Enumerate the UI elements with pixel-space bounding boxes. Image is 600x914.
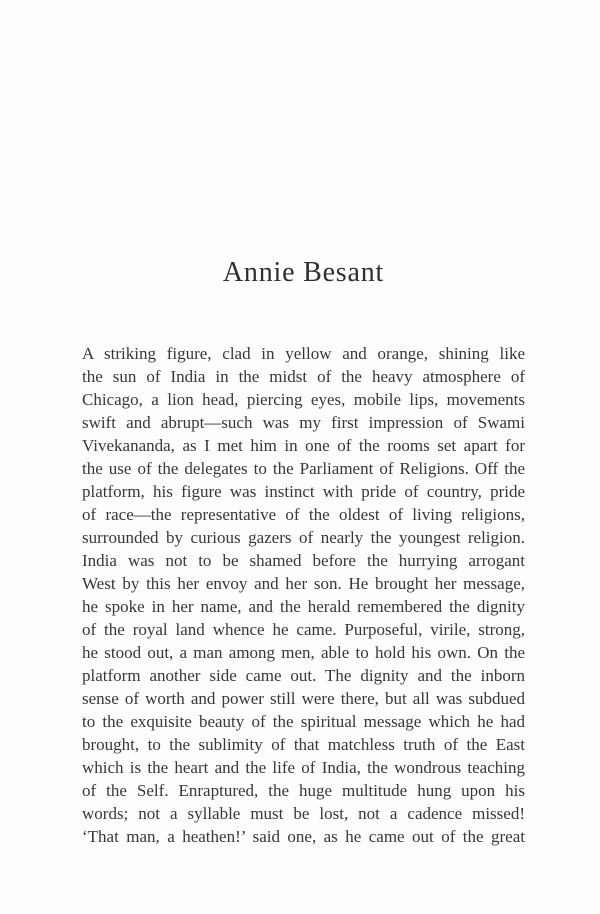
text-line: words; not a syllable must be lost, not a cadence missed!	[82, 804, 525, 823]
text-line: swift and abrupt—such was my first impression of Swami	[82, 413, 525, 432]
text-line: Chicago, a lion head, piercing eyes, mobile lips, movements	[82, 390, 525, 409]
text-line: Vivekananda, as I met him in one of the rooms set apart for	[82, 436, 525, 455]
page-title: Annie Besant	[222, 257, 385, 288]
text-line: to the exquisite beauty of the spiritual message which he had	[82, 712, 525, 731]
text-line: he spoke in her name, and the herald remembered the dignity	[82, 597, 525, 616]
text-line: the sun of India in the midst of the heavy atmosphere of	[82, 367, 525, 386]
text-line: which is the heart and the life of India, the wondrous teaching	[82, 758, 525, 777]
text-line: platform another side came out. The dignity and the inborn	[82, 666, 525, 685]
text-line: sense of worth and power still were there, but all was subdued	[82, 689, 525, 708]
text-line: of the royal land whence he came. Purposeful, virile, strong,	[82, 620, 525, 639]
text-line: A striking figure, clad in yellow and orange, shining like	[82, 344, 525, 363]
text-line: platform, his figure was instinct with pride of country, pride	[82, 482, 525, 501]
text-line: West by this her envoy and her son. He brought her message,	[82, 574, 525, 593]
text-line: he stood out, a man among men, able to hold his own. On the	[82, 643, 525, 662]
text-line: the use of the delegates to the Parliament of Religions. Off the	[82, 459, 525, 478]
text-line: of the Self. Enraptured, the huge multitude hung upon his	[82, 781, 525, 800]
text-line: of race—the representative of the oldest of living religions,	[82, 505, 525, 524]
text-line: surrounded by curious gazers of nearly the youngest religion.	[82, 528, 525, 547]
text-line: ‘That man, a heathen!’ said one, as he came out of the great	[82, 827, 525, 846]
body-text	[82, 342, 525, 848]
text-line: India was not to be shamed before the hurrying arrogant	[82, 551, 525, 570]
text-line: brought, to the sublimity of that matchless truth of the East	[82, 735, 525, 754]
